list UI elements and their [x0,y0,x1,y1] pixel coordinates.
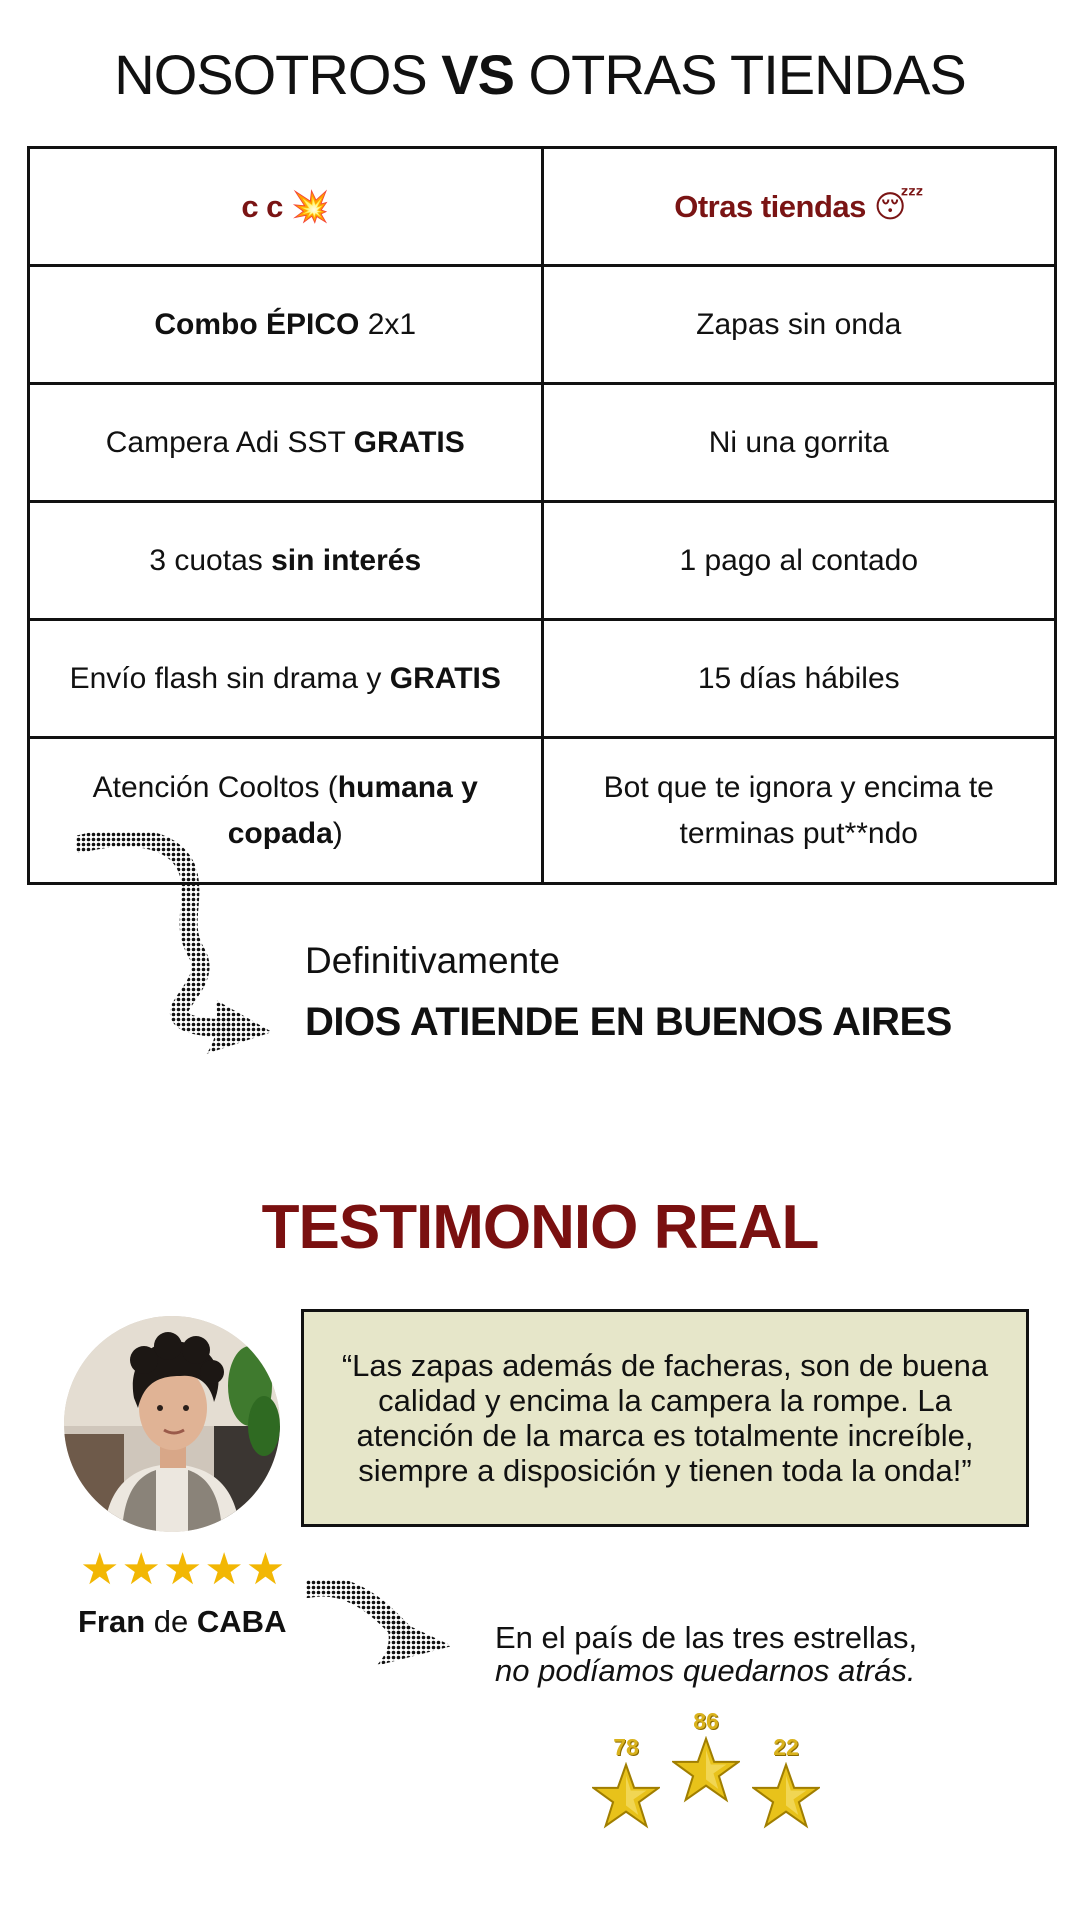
cell-others: Bot que te ignora y encima te terminas put**ndo [542,738,1056,884]
world-cup-star-2022: 22 [746,1734,826,1844]
star-rating: ★★★★★ [80,1545,288,1594]
cell-us: Campera Adi SST GRATIS [29,384,543,502]
star-icon [672,1736,740,1804]
column-header-others: Otras tiendas 😴 [542,148,1056,266]
country-line-1: En el país de las tres estrellas, [495,1620,918,1655]
testimonial-title: TESTIMONIO REAL [261,1193,819,1262]
cell-others: 15 días hábiles [542,620,1056,738]
world-cup-star-1978: 78 [586,1734,666,1844]
star-icon [592,1762,660,1830]
table-row [29,620,1056,738]
cell-others: 1 pago al contado [542,502,1056,620]
explosion-emoji-icon: 💥 [291,188,330,224]
table-header-row [29,148,1056,266]
cell-us: Envío flash sin drama y GRATIS [29,620,543,738]
table-row [29,384,1056,502]
table-row [29,266,1056,384]
cell-us: Combo ÉPICO 2x1 [29,266,543,384]
star-icon [752,1762,820,1830]
cell-us: 3 cuotas sin interés [29,502,543,620]
conclusion-line: Definitivamente [305,940,561,981]
arrow-icon [306,1580,456,1670]
reviewer-name: Fran de CABA [78,1604,287,1639]
table-row [29,502,1056,620]
column-header-us: c c 💥 [29,148,543,266]
sleeping-face-emoji-icon: 😴 [874,188,924,224]
world-cup-star-1986: 86 [666,1708,746,1818]
curly-arrow-icon [76,832,286,1057]
country-line-2: no podíamos quedarnos atrás. [495,1653,916,1688]
avatar [64,1316,280,1532]
testimonial-quote: “Las zapas además de facheras, son de buena calidad y encima la campera la rompe. La atención de la marca es totalmente increíble, siempre a disposición y tienen toda la onda!” [301,1309,1029,1527]
page-title: NOSOTROS VS OTRAS TIENDAS [114,43,966,106]
cell-others: Ni una gorrita [542,384,1056,502]
comparison-table [27,146,1057,885]
conclusion-headline: DIOS ATIENDE EN BUENOS AIRES [305,1000,952,1044]
cell-others: Zapas sin onda [542,266,1056,384]
cell-us: Atención Cooltos (humana y copada) [29,738,543,884]
